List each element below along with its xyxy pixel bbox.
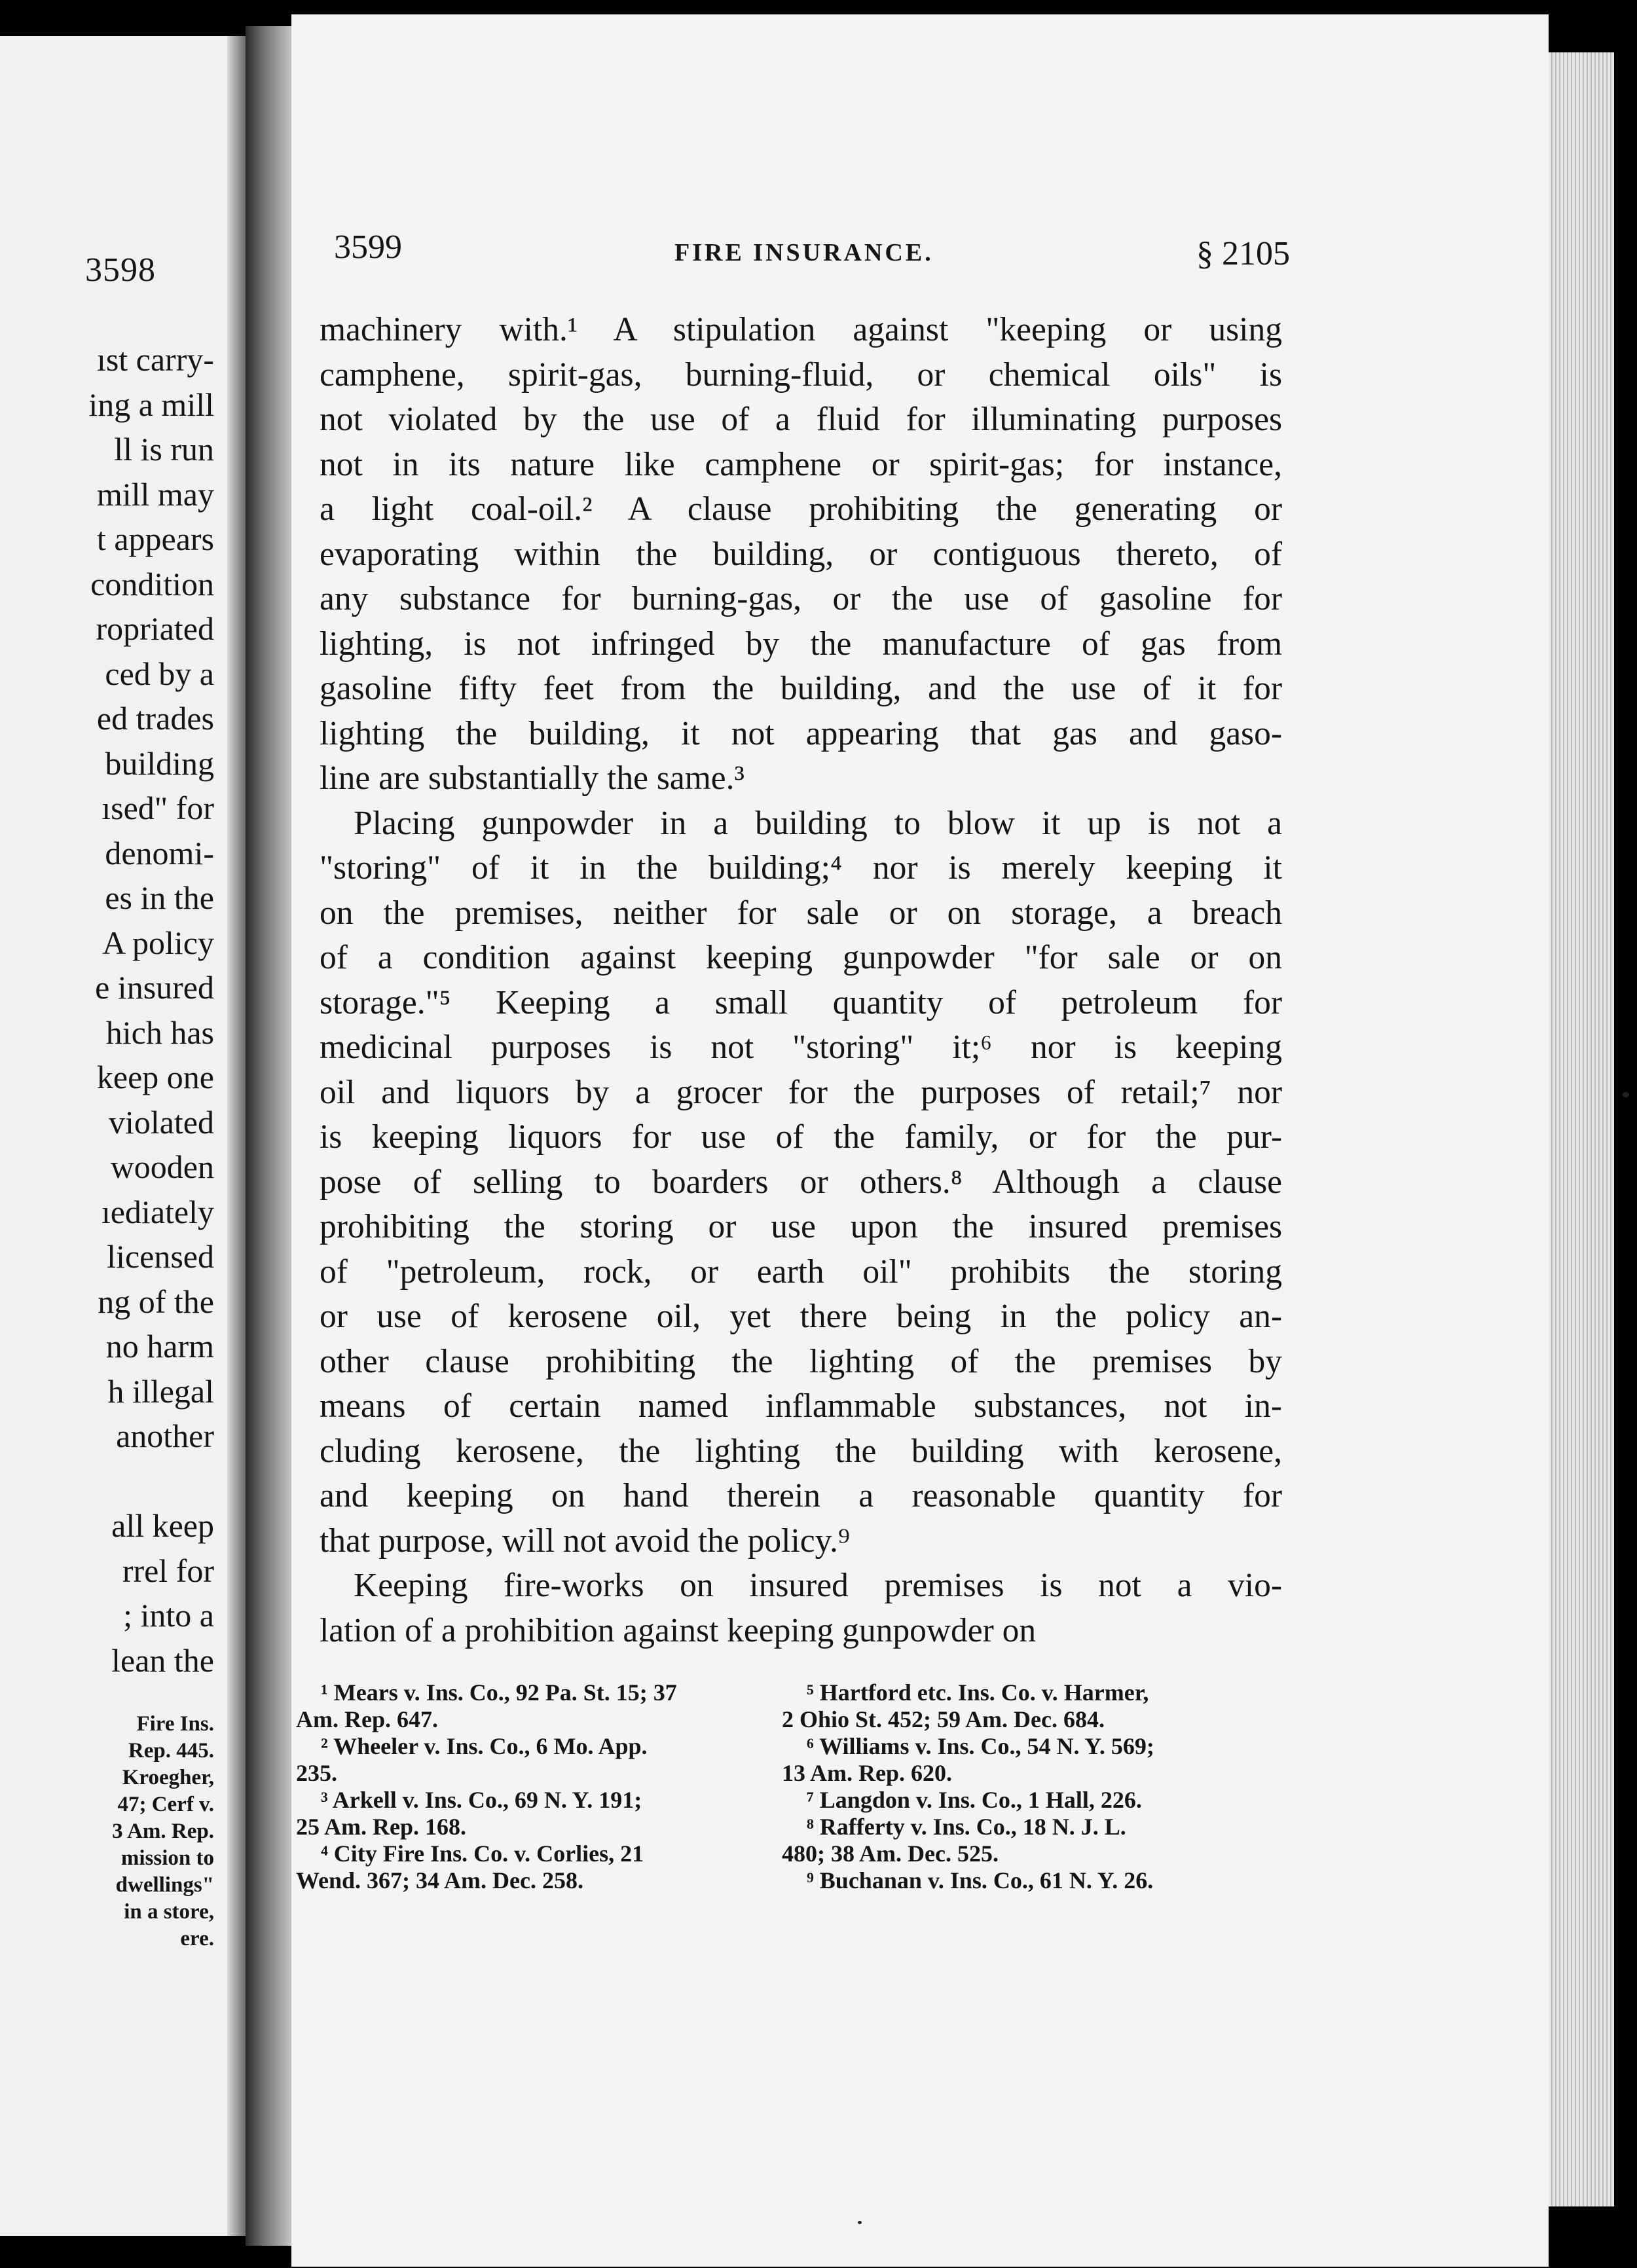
text-line: machinery with.¹ A stipulation against "keeping or using bbox=[320, 311, 1282, 348]
footnote-line: 480; 38 Am. Dec. 525. bbox=[782, 1840, 999, 1867]
text-line: not violated by the use of a fluid for illuminating purposes bbox=[320, 401, 1282, 438]
left-page-line: mill may bbox=[96, 475, 214, 513]
footnote-line: 25 Am. Rep. 168. bbox=[296, 1814, 466, 1840]
footnote-line: ⁴ City Fire Ins. Co. v. Corlies, 21 bbox=[321, 1840, 644, 1867]
section-number: § 2105 bbox=[1196, 235, 1290, 272]
left-page-line: ıst carry- bbox=[96, 341, 214, 378]
left-page-line: lean the bbox=[111, 1641, 214, 1679]
page-header bbox=[334, 228, 1290, 274]
text-line: evaporating within the building, or contiguous thereto, of bbox=[320, 535, 1282, 573]
text-line: pose of selling to boarders or others.⁸ Although a clause bbox=[320, 1163, 1282, 1201]
footnote bbox=[296, 1787, 761, 1840]
left-page-number: 3598 bbox=[85, 251, 156, 289]
left-page-line: ll is run bbox=[114, 431, 214, 467]
text-line: means of certain named inflammable substances, not in- bbox=[320, 1387, 1282, 1425]
page-speck bbox=[858, 2221, 862, 2224]
left-page-line: e insured bbox=[95, 969, 214, 1006]
text-line: line are substantially the same.³ bbox=[320, 759, 745, 797]
left-page-line: ing a mill bbox=[88, 386, 214, 423]
footnote-line: ⁷ Langdon v. Ins. Co., 1 Hall, 226. bbox=[807, 1787, 1142, 1813]
page-speck bbox=[1623, 1092, 1629, 1097]
left-page-footnotes bbox=[112, 1711, 214, 1952]
text-line: not in its nature like camphene or spirit-gas; for instance, bbox=[320, 445, 1282, 483]
text-line: medicinal purposes is not "storing" it;⁶ nor is keeping bbox=[320, 1029, 1282, 1066]
footnote bbox=[782, 1867, 1247, 1894]
left-page-footnote-line: mission to bbox=[120, 1846, 214, 1870]
left-page-line: ced by a bbox=[105, 655, 214, 692]
text-line: Placing gunpowder in a building to blow it up is not a bbox=[354, 804, 1282, 842]
left-page-footnote-line: 3 Am. Rep. bbox=[112, 1820, 214, 1843]
left-page-line: denomi- bbox=[105, 834, 214, 871]
footnote bbox=[782, 1733, 1247, 1787]
text-line: any substance for burning-gas, or the use of gasoline for bbox=[320, 580, 1282, 617]
left-page-line: all keep bbox=[111, 1507, 214, 1544]
footnote bbox=[296, 1679, 761, 1733]
text-line: gasoline fifty feet from the building, and the use of it for bbox=[320, 670, 1282, 707]
footnote-line: ³ Arkell v. Ins. Co., 69 N. Y. 191; bbox=[321, 1787, 642, 1813]
text-line: "storing" of it in the building;⁴ nor is merely keeping it bbox=[320, 849, 1282, 887]
left-page-line: violated bbox=[108, 1103, 214, 1141]
left-page-line: ; into a bbox=[123, 1597, 214, 1634]
footnote-line: ⁶ Williams v. Ins. Co., 54 N. Y. 569; bbox=[807, 1733, 1154, 1759]
footnote-line: 235. bbox=[296, 1760, 337, 1786]
left-page-footnote-line: ere. bbox=[180, 1927, 214, 1950]
left-page-line: wooden bbox=[110, 1148, 214, 1185]
left-page-line: ısed" for bbox=[101, 790, 214, 826]
footnote-line: 13 Am. Rep. 620. bbox=[782, 1760, 952, 1786]
footnote-line: ² Wheeler v. Ins. Co., 6 Mo. App. bbox=[321, 1733, 648, 1759]
footnote-line: ⁵ Hartford etc. Ins. Co. v. Harmer, bbox=[807, 1679, 1149, 1706]
left-page-line: ıediately bbox=[101, 1193, 214, 1230]
left-page-line: no harm bbox=[105, 1328, 214, 1364]
text-line: of a condition against keeping gunpowder "for sale or on bbox=[320, 939, 1282, 976]
left-page-line: es in the bbox=[105, 879, 214, 916]
left-page-footnote-line: dwellings" bbox=[115, 1873, 214, 1897]
left-page-line bbox=[88, 1459, 214, 1504]
left-page-line: t appears bbox=[96, 521, 214, 557]
left-page-footnote-line: Fire Ins. bbox=[136, 1712, 214, 1736]
left-page-line: h illegal bbox=[107, 1372, 214, 1410]
text-line: on the premises, neither for sale or on storage, a breach bbox=[320, 894, 1282, 932]
footnote-line: Wend. 367; 34 Am. Dec. 258. bbox=[296, 1867, 583, 1893]
page-edges bbox=[1549, 52, 1614, 2206]
footnote-line: ¹ Mears v. Ins. Co., 92 Pa. St. 15; 37 bbox=[321, 1679, 677, 1706]
left-page-footnote-line: Rep. 445. bbox=[128, 1739, 214, 1763]
left-page-line: building bbox=[105, 744, 214, 782]
text-line: cluding kerosene, the lighting the building with kerosene, bbox=[320, 1432, 1282, 1470]
text-line: or use of kerosene oil, yet there being in the policy an- bbox=[320, 1298, 1282, 1335]
text-line: oil and liquors by a grocer for the purposes of retail;⁷ nor bbox=[320, 1073, 1282, 1111]
left-page-line: keep one bbox=[96, 1059, 214, 1095]
body-text bbox=[320, 308, 1282, 1653]
left-page-line: condition bbox=[90, 565, 214, 602]
footnote bbox=[782, 1679, 1247, 1733]
left-page-footnote-line: in a store, bbox=[124, 1900, 214, 1924]
left-page-line: hich has bbox=[105, 1014, 214, 1051]
left-page-line: licensed bbox=[107, 1238, 214, 1275]
left-page-line: ng of the bbox=[98, 1283, 214, 1320]
text-line: prohibiting the storing or use upon the insured premises bbox=[320, 1208, 1282, 1245]
page-number: 3599 bbox=[334, 229, 402, 266]
text-line: lighting the building, it not appearing that gas and gaso- bbox=[320, 714, 1282, 752]
footnote-line: ⁹ Buchanan v. Ins. Co., 61 N. Y. 26. bbox=[807, 1867, 1154, 1893]
left-page-line: another bbox=[116, 1418, 214, 1454]
left-page-line: ropriated bbox=[96, 610, 214, 647]
footnote bbox=[296, 1733, 761, 1787]
left-page-gutter-shadow bbox=[227, 36, 246, 2236]
text-line: camphene, spirit-gas, burning-fluid, or chemical oils" is bbox=[320, 356, 1282, 393]
left-page-line: ed trades bbox=[96, 700, 214, 737]
footnote-line: Am. Rep. 647. bbox=[296, 1706, 438, 1732]
footnotes-left-column bbox=[296, 1679, 761, 1894]
text-line: and keeping on hand therein a reasonable quantity for bbox=[320, 1477, 1282, 1514]
left-page-line: A policy bbox=[102, 924, 214, 961]
left-page-line: rrel for bbox=[122, 1552, 214, 1589]
text-line: lation of a prohibition against keeping gunpowder on bbox=[320, 1611, 1037, 1649]
text-line: other clause prohibiting the lighting of the premises by bbox=[320, 1342, 1282, 1380]
text-line: that purpose, will not avoid the policy.⁹ bbox=[320, 1522, 850, 1560]
left-page bbox=[0, 36, 246, 2236]
footnote-line: ⁸ Rafferty v. Ins. Co., 18 N. J. L. bbox=[807, 1814, 1126, 1840]
left-page-text bbox=[88, 337, 214, 1683]
text-line: of "petroleum, rock, or earth oil" prohibits the storing bbox=[320, 1253, 1282, 1290]
text-line: lighting, is not infringed by the manufacture of gas from bbox=[320, 625, 1282, 663]
book-spine bbox=[246, 26, 295, 2246]
text-line: Keeping fire-works on insured premises is not a vio- bbox=[354, 1567, 1282, 1604]
footnote bbox=[296, 1840, 761, 1894]
text-line: storage."⁵ Keeping a small quantity of petroleum for bbox=[320, 983, 1282, 1021]
footnote bbox=[782, 1787, 1247, 1814]
text-line: is keeping liquors for use of the family, or for the pur- bbox=[320, 1118, 1282, 1156]
left-page-footnote-line: 47; Cerf v. bbox=[117, 1793, 214, 1816]
footnote-line: 2 Ohio St. 452; 59 Am. Dec. 684. bbox=[782, 1706, 1105, 1732]
footnotes-right-column bbox=[782, 1679, 1247, 1894]
text-line: a light coal-oil.² A clause prohibiting the generating or bbox=[320, 490, 1282, 528]
footnote bbox=[782, 1814, 1247, 1867]
left-page-footnote-line: Kroegher, bbox=[122, 1766, 214, 1789]
running-title: FIRE INSURANCE. bbox=[674, 239, 934, 266]
